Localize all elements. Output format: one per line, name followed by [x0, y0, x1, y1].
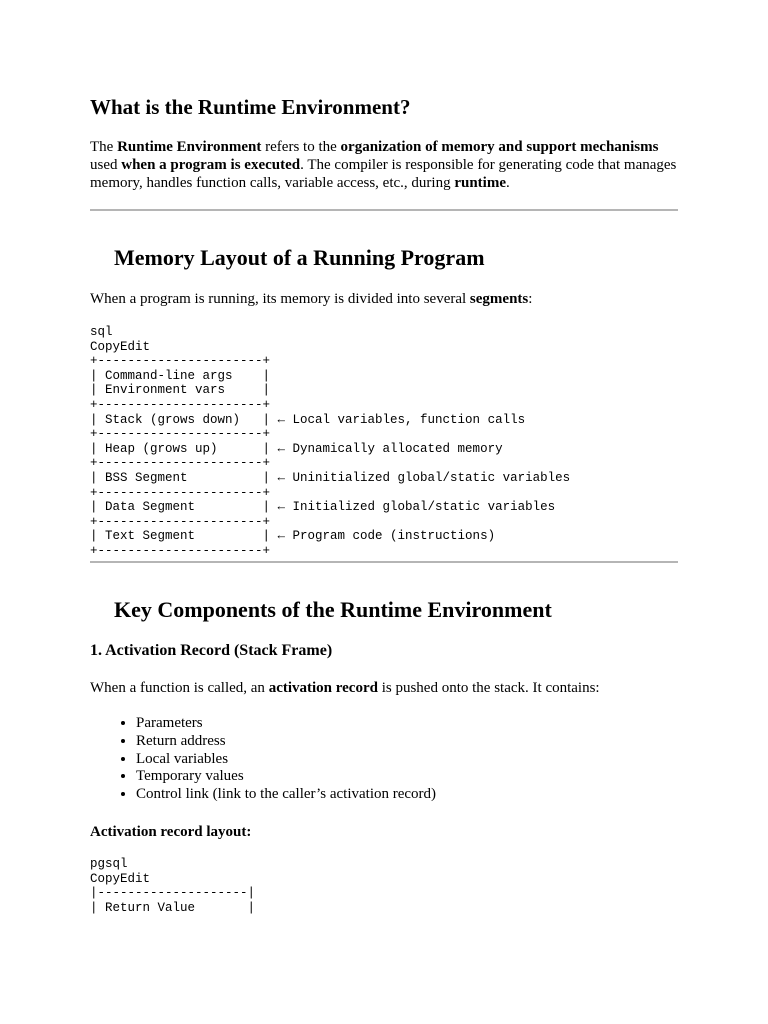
- layout-label-paragraph: [90, 823, 678, 841]
- intro-text-2: refers to the: [261, 139, 341, 155]
- activation-lead-end: is pushed onto the stack. It contains:: [377, 680, 600, 696]
- memory-lead-text: When a program is running, its memory is divided into several: [90, 291, 470, 307]
- page-title: What is the Runtime Environment?: [90, 95, 411, 119]
- list-item: • Parameters: [136, 715, 436, 733]
- memory-lead-paragraph: [90, 290, 678, 308]
- layout-label: Activation record layout:: [90, 824, 252, 840]
- diagram-line: | BSS Segment | ← Uninitialized global/static variables: [90, 470, 571, 485]
- copy-edit-label[interactable]: CopyEdit: [90, 339, 151, 354]
- list-item: • Return address: [136, 733, 436, 751]
- activation-lead-bold: activation record: [268, 680, 378, 696]
- code-language-label: pgsql: [90, 857, 128, 871]
- list-item: • Local variables: [136, 751, 436, 769]
- section-title-key-components: Key Components of the Runtime Environment: [114, 597, 552, 622]
- section-title-memory-layout: Memory Layout of a Running Program: [114, 245, 485, 270]
- activation-layout-code-block: [90, 857, 255, 915]
- diagram-line: +----------------------+: [90, 354, 271, 369]
- divider-1: [90, 209, 678, 211]
- memory-lead-bold: segments: [469, 291, 529, 307]
- memory-lead-end: :: [528, 291, 533, 307]
- copy-edit-label[interactable]: CopyEdit: [90, 871, 151, 886]
- diagram-line: | Stack (grows down) | ← Local variables, function calls: [90, 412, 526, 427]
- diagram-line: +----------------------+: [90, 397, 271, 412]
- divider-2: [90, 561, 678, 563]
- diagram-line: | Heap (grows up) | ← Dynamically allocated memory: [90, 441, 503, 456]
- diagram-line: | Data Segment | ← Initialized global/static variables: [90, 500, 556, 515]
- code-language-label: sql: [90, 325, 113, 339]
- diagram-line: +----------------------+: [90, 543, 271, 558]
- list-item: • Temporary values: [136, 768, 436, 786]
- diagram-line: +----------------------+: [90, 427, 271, 442]
- diagram-line: +----------------------+: [90, 456, 271, 471]
- intro-text-1: The: [90, 139, 118, 155]
- activation-lead-paragraph: [90, 679, 678, 697]
- diagram-line: | Command-line args |: [90, 368, 271, 383]
- intro-bold-1: Runtime Environment: [117, 139, 262, 155]
- activation-lead-text: When a function is called, an: [90, 680, 269, 696]
- layout-line: | Return Value |: [90, 900, 256, 915]
- intro-bold-4: runtime: [454, 175, 506, 191]
- layout-line: |--------------------|: [90, 886, 256, 901]
- memory-layout-code-block: [90, 325, 570, 559]
- intro-text-4: . The compiler is responsible for generating code that manages memory, handles function calls, variable access, etc., during: [90, 157, 677, 191]
- activation-contents-list: [90, 715, 436, 804]
- diagram-line: +----------------------+: [90, 485, 271, 500]
- intro-bold-3: when a program is executed: [121, 157, 301, 173]
- diagram-line: | Text Segment | ← Program code (instructions): [90, 529, 496, 544]
- diagram-line: +----------------------+: [90, 514, 271, 529]
- intro-bold-2: organization of memory and support mechanisms: [340, 139, 659, 155]
- intro-text-3: used: [90, 157, 122, 173]
- diagram-line: | Environment vars |: [90, 383, 271, 398]
- list-item: • Control link (link to the caller’s activation record): [136, 786, 436, 804]
- intro-text-5: .: [506, 175, 510, 191]
- subsection-title-activation-record: 1. Activation Record (Stack Frame): [90, 642, 333, 659]
- intro-paragraph: [90, 138, 678, 192]
